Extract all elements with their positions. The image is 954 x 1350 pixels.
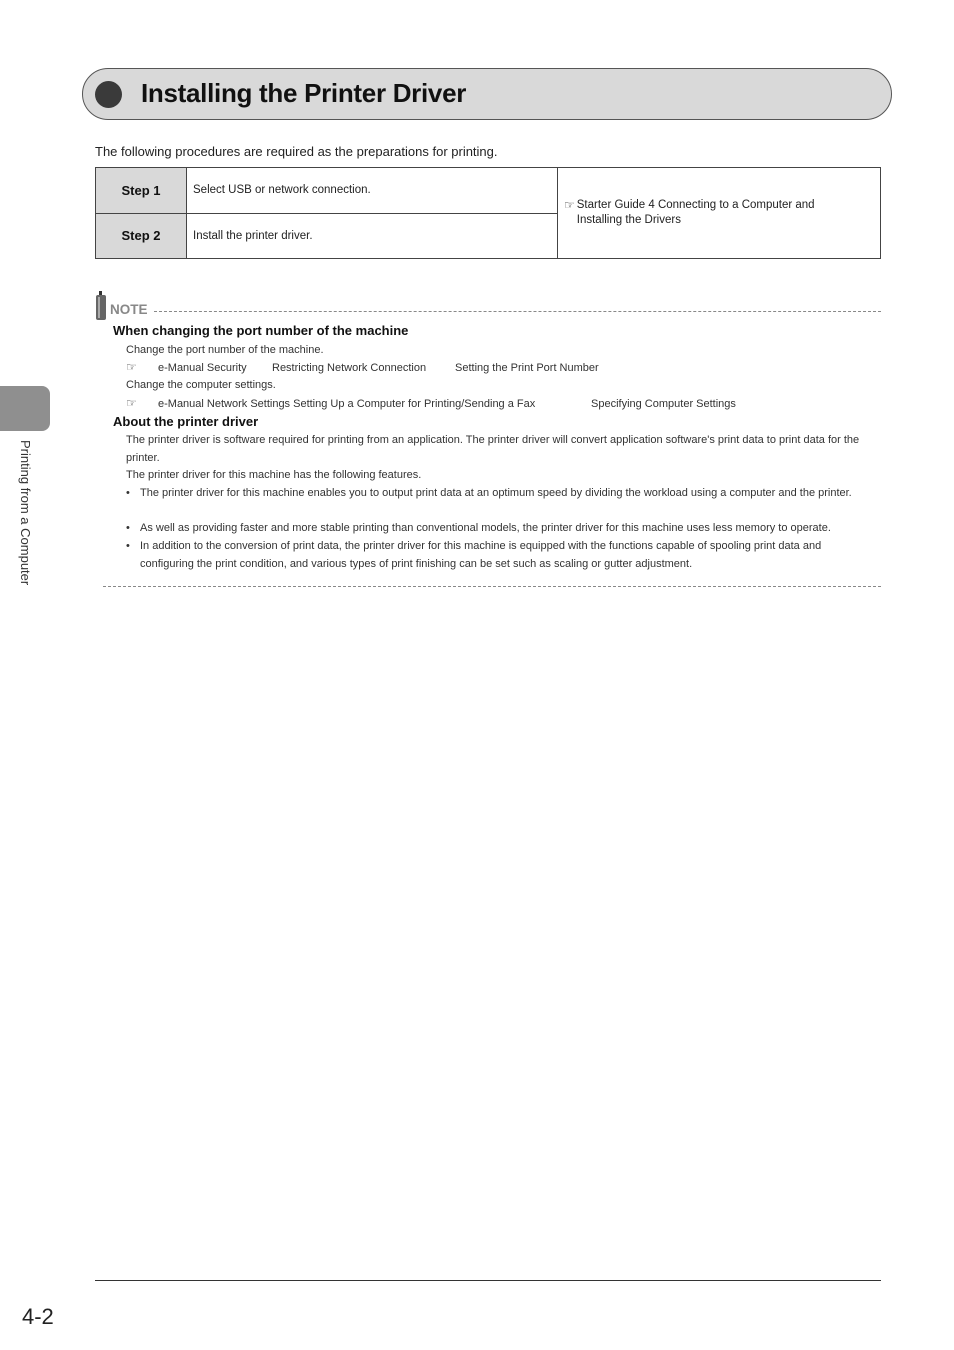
note-divider-top [154, 311, 881, 312]
note-pencil-icon [95, 291, 107, 321]
step-1-label: Step 1 [96, 168, 187, 214]
page-title-bar [82, 68, 892, 120]
page-title: Installing the Printer Driver [141, 78, 467, 108]
list-item: • The printer driver for this machine enables you to output print data at an optimum speed by dividing the workload using a computer and the printer. [126, 484, 876, 502]
note-paragraph: The printer driver is software required for printing from an application. The printer driver will convert application software's print data to print data for the printer. [126, 434, 860, 464]
note-text: The printer driver for this machine has the following features. [126, 469, 422, 481]
note-text: Change the port number of the machine. [126, 344, 324, 356]
chapter-tab-label: Printing from a Computer [18, 440, 33, 586]
list-item: • As well as providing faster and more stable printing than conventional models, the printer driver for this machine uses less memory to operate. [126, 519, 876, 537]
title-bullet-icon [95, 81, 122, 108]
note-label: NOTE [110, 302, 148, 317]
table-row [96, 168, 881, 214]
footer-rule [95, 1280, 881, 1281]
bullet-icon: • [126, 522, 130, 534]
pointing-hand-icon: ☞ [126, 360, 137, 374]
note-heading-driver: About the printer driver [113, 414, 259, 429]
note-heading-port: When changing the port number of the machine [113, 323, 409, 338]
note-divider-bottom [103, 586, 881, 587]
steps-reference [558, 168, 881, 259]
chapter-tab [0, 386, 50, 431]
note-reference: ☞ e-Manual Security Restricting Network Connection Setting the Print Port Number [126, 360, 599, 374]
step-1-text: Select USB or network connection. [187, 168, 558, 214]
intro-text: The following procedures are required as the preparations for printing. [95, 144, 498, 159]
bullet-icon: • [126, 540, 130, 552]
reference-line-1: Starter Guide 4 Connecting to a Computer and [576, 199, 815, 211]
note-reference: ☞ e-Manual Network Settings Setting Up a Computer for Printing/Sending a Fax Specifying Computer Settings [126, 396, 736, 410]
bullet-icon: • [126, 487, 130, 499]
pointing-hand-icon: ☞ [564, 198, 575, 212]
step-2-label: Step 2 [96, 213, 187, 259]
steps-table [95, 167, 881, 259]
list-item: • In addition to the conversion of print data, the printer driver for this machine is equipped with the functions capable of spooling print data and configuring the print condition, and various types of print finishing can be set such as scaling or gutter adjustment. [126, 537, 876, 573]
step-2-text: Install the printer driver. [187, 213, 558, 259]
pointing-hand-icon: ☞ [126, 396, 137, 410]
page-number: 4-2 [22, 1304, 54, 1329]
note-text: Change the computer settings. [126, 379, 276, 391]
reference-line-2: Installing the Drivers [576, 214, 681, 226]
